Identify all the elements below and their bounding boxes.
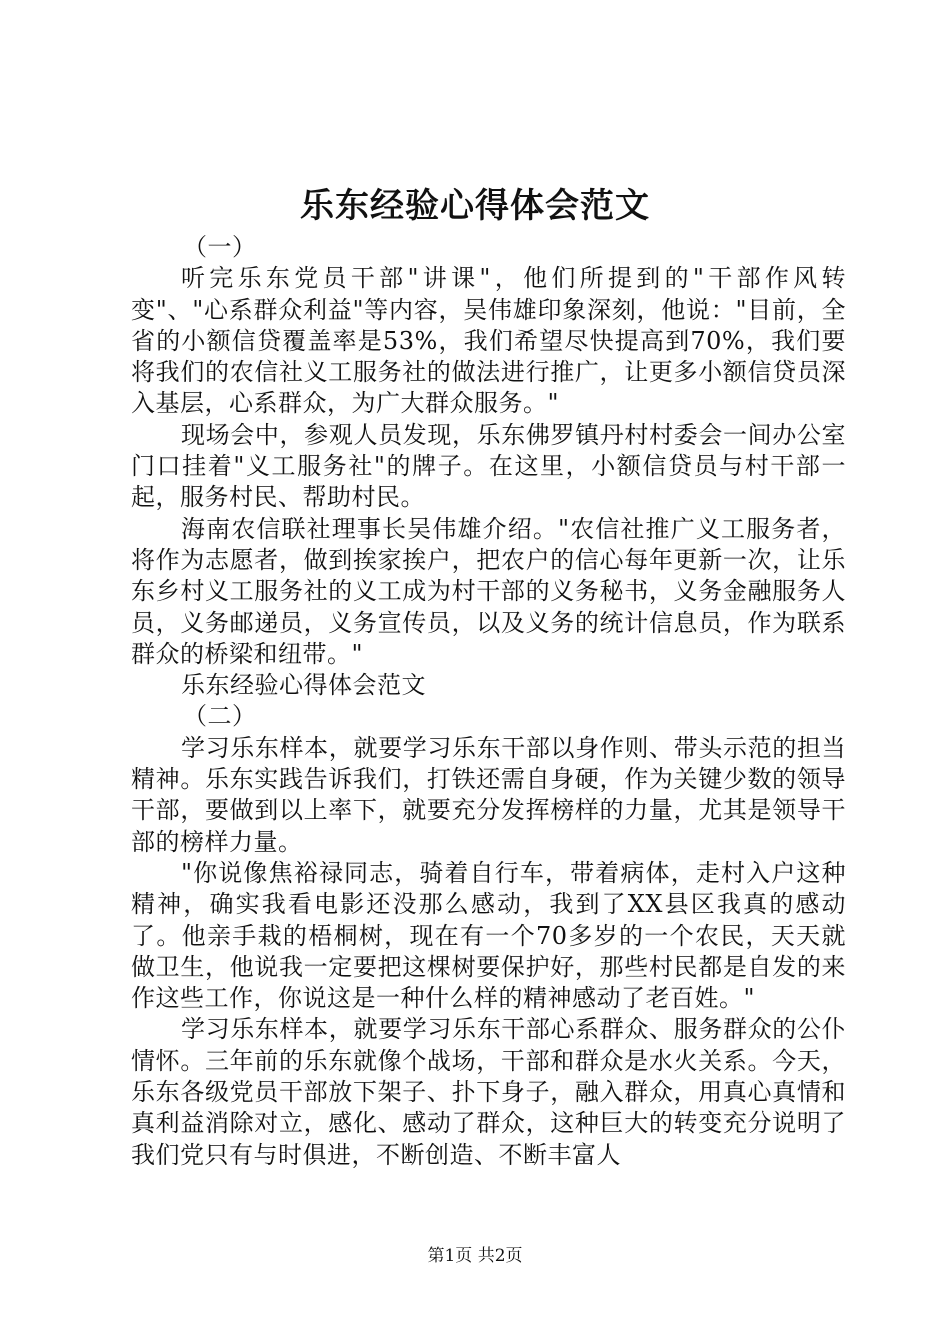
paragraph-1: 听完乐东党员干部"讲课"，他们所提到的"干部作风转变"、"心系群众利益"等内容，吴伟雄印象深刻，他说："目前，全省的小额信贷覆盖率是53%，我们希望尽快提高到70%，我们要将我们的农信社义工服务社的做法进行推广，让更多小额信贷员深入基层，心系群众，为广大群众服务。" <box>131 264 846 418</box>
page-number: 第1页 共2页 <box>427 1246 523 1266</box>
paragraph-3: 海南农信联社理事长吴伟雄介绍。"农信社推广义工服务者，将作为志愿者，做到挨家挨户，把农户的信心每年更新一次，让乐东乡村义工服务社的义工成为村干部的义务秘书，义务金融服务人员，义务邮递员，义务宣传员，以及义务的统计信息员，作为联系群众的桥梁和纽带。" <box>131 514 846 668</box>
section-heading: 乐东经验心得体会范文 <box>181 671 426 700</box>
section-marker-2: （二） <box>183 702 257 731</box>
paragraph-4: 学习乐东样本，就要学习乐东干部以身作则、带头示范的担当精神。乐东实践告诉我们，打铁还需自身硬，作为关键少数的领导干部，要做到以上率下，就要充分发挥榜样的力量，尤其是领导干部的榜样力量。 <box>131 733 846 856</box>
document-title: 乐东经验心得体会范文 <box>300 186 650 226</box>
section-marker-1: （一） <box>183 233 257 261</box>
paragraph-2: 现场会中，参观人员发现，乐东佛罗镇丹村村委会一间办公室门口挂着"义工服务社"的牌子。在这里，小额信贷员与村干部一起，服务村民、帮助村民。 <box>131 420 846 512</box>
paragraph-6: 学习乐东样本，就要学习乐东干部心系群众、服务群众的公仆情怀。三年前的乐东就像个战场，干部和群众是水火关系。今天，乐东各级党员干部放下架子、扑下身子，融入群众，用真心真情和真利益消除对立，感化、感动了群众，这种巨大的转变充分说明了我们党只有与时俱进，不断创造、不断丰富人 <box>131 1015 846 1169</box>
paragraph-5: "你说像焦裕禄同志，骑着自行车，带着病体，走村入户这种精神，确实我看电影还没那么感动，我到了XX县区我真的感动了。他亲手栽的梧桐树，现在有一个70多岁的一个农民，天天就做卫生，他说我一定要把这棵树要保护好，那些村民都是自发的来作这些工作，你说这是一种什么样的精神感动了老百姓。" <box>131 858 846 1013</box>
document-body <box>131 232 846 1171</box>
